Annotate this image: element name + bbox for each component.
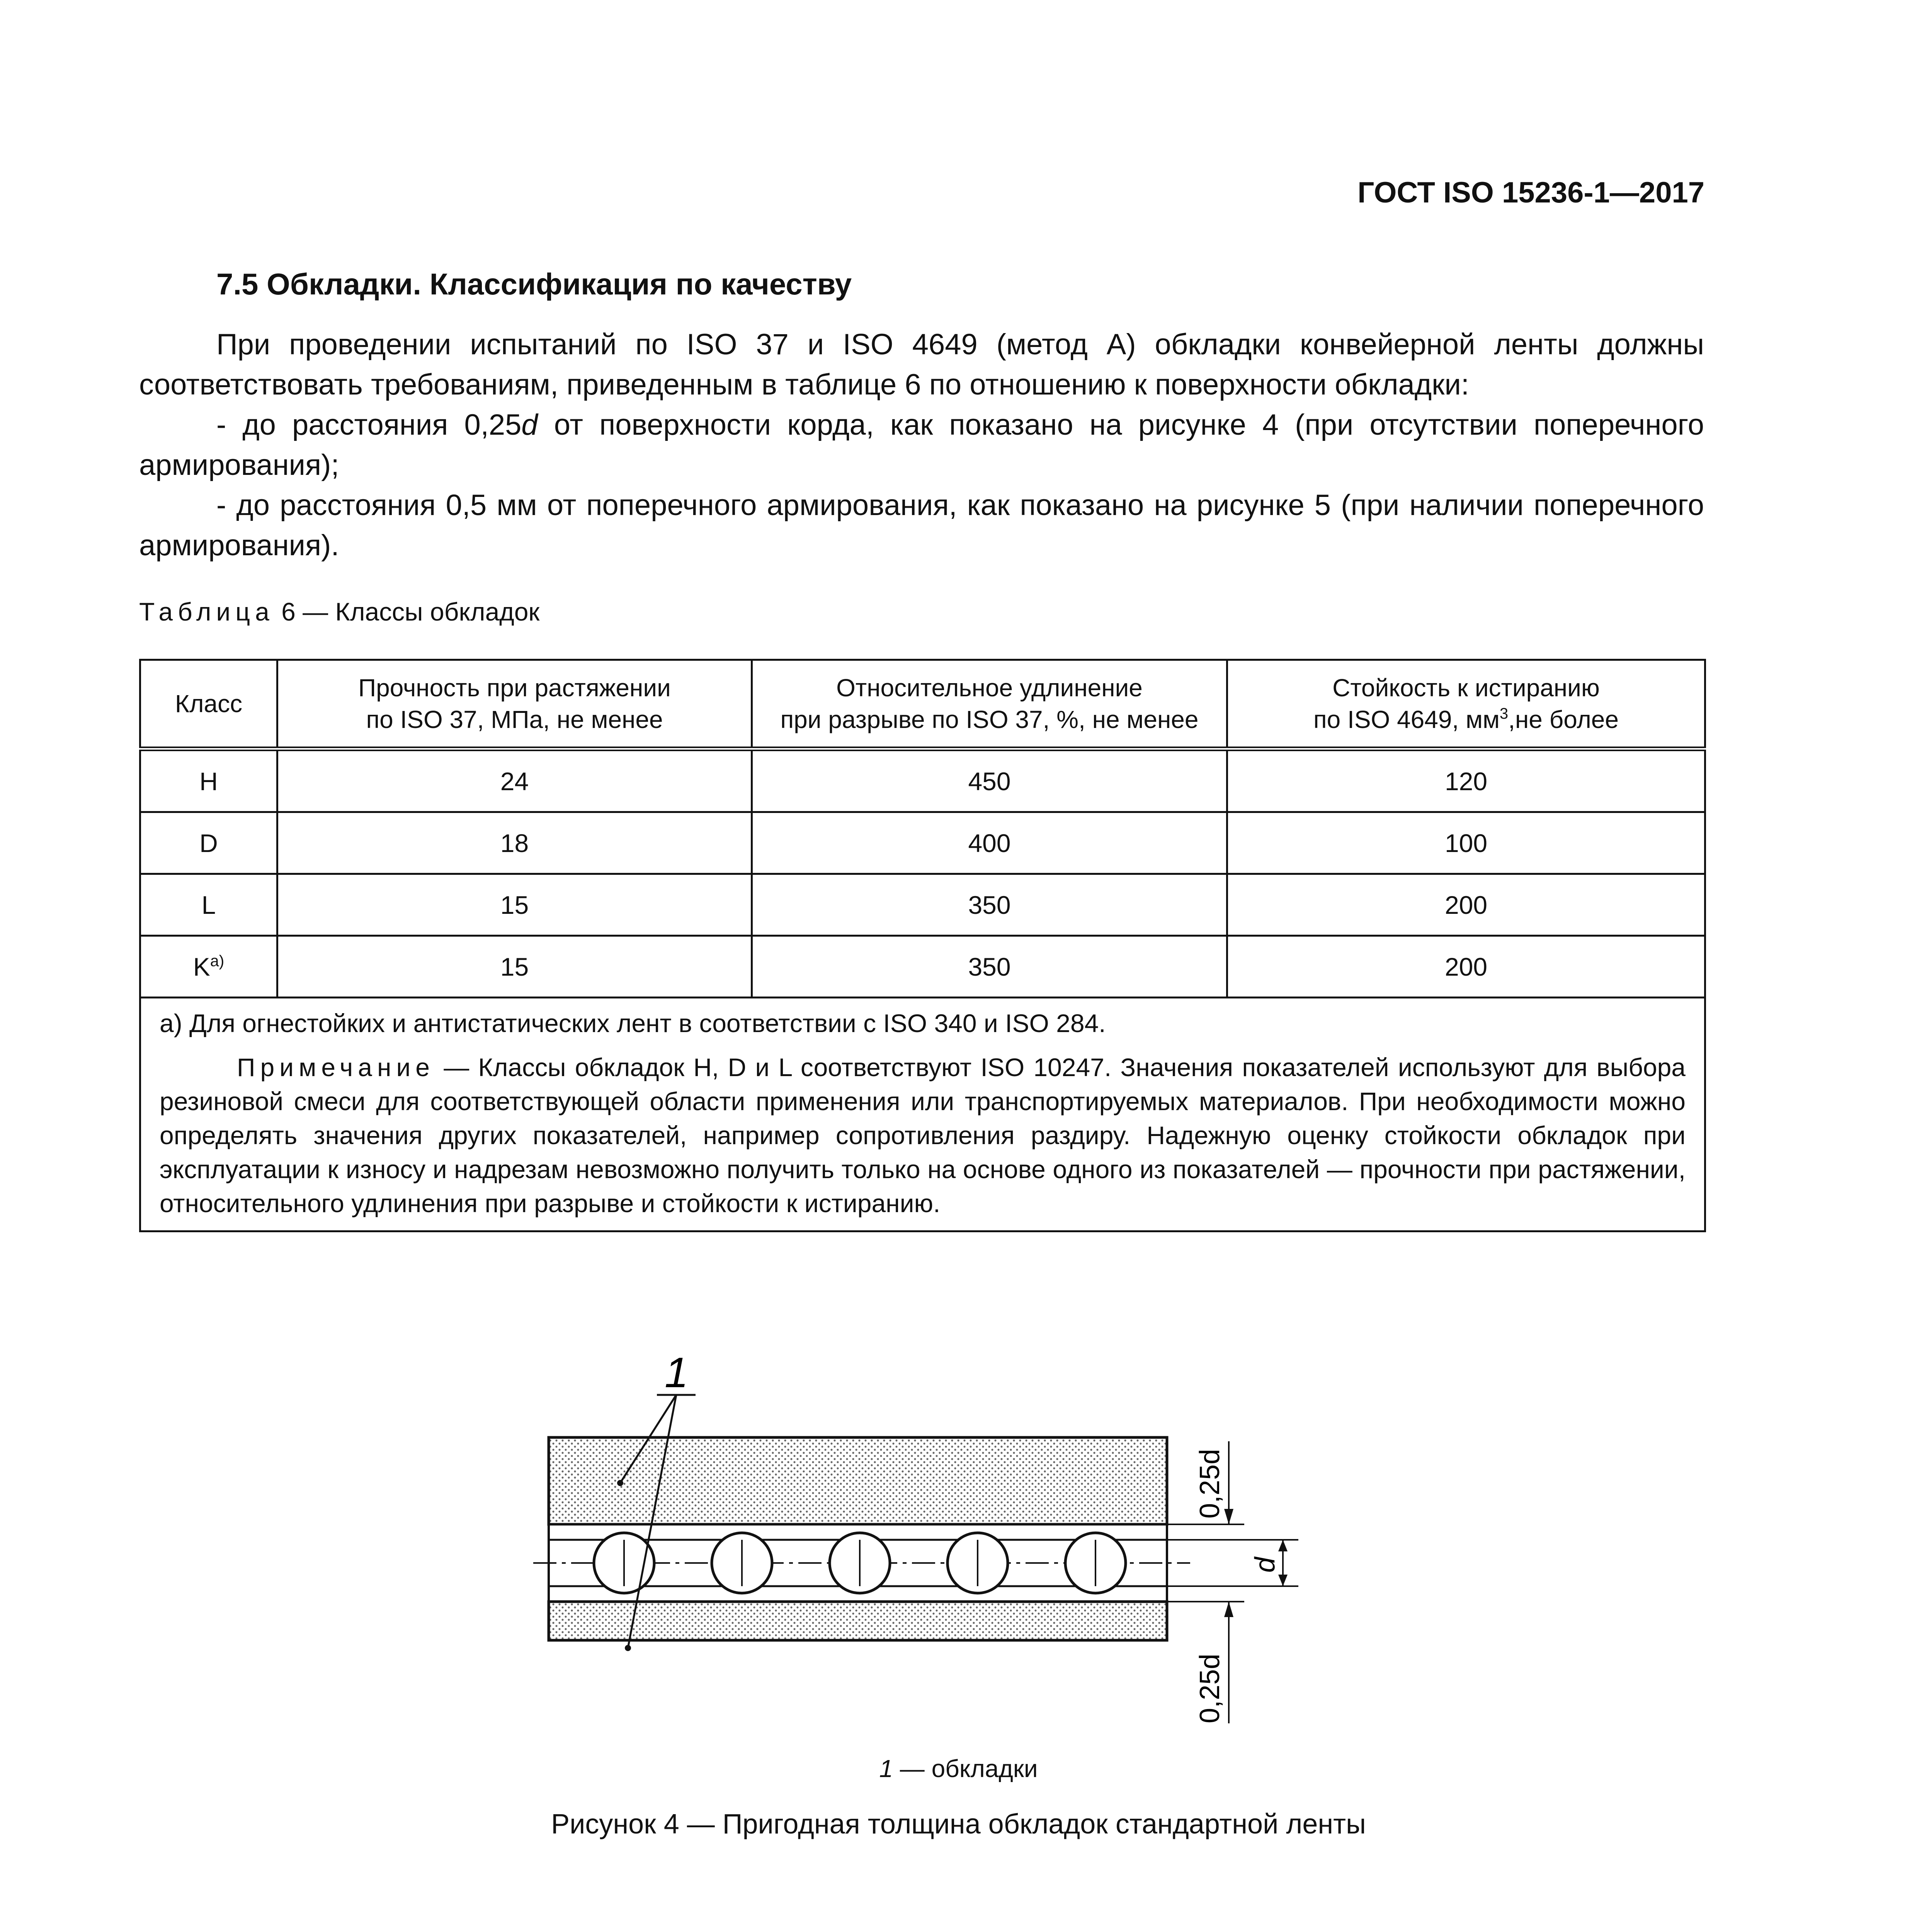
bottom-cover-layer bbox=[549, 1602, 1167, 1640]
dim-mid-label: d bbox=[1250, 1557, 1281, 1573]
cell-text: D bbox=[199, 828, 218, 857]
cell-abrasion: 200 bbox=[1227, 936, 1705, 998]
callout-1: 1 bbox=[665, 1349, 689, 1396]
header-line: при разрыве по ISO 37, %, не менее bbox=[780, 706, 1199, 733]
list-item-text: - до расстояния 0,25 bbox=[216, 408, 522, 441]
section-title: 7.5 Обкладки. Классификация по качеству bbox=[216, 267, 852, 301]
legend-text: — обкладки bbox=[893, 1755, 1038, 1782]
cell-tensile: 24 bbox=[277, 749, 752, 812]
superscript: а) bbox=[210, 951, 225, 969]
cell-elongation: 350 bbox=[752, 936, 1227, 998]
cell-class bbox=[140, 749, 277, 812]
table-notes-row bbox=[140, 998, 1705, 1231]
cell-text: K bbox=[193, 952, 210, 981]
table-row bbox=[140, 874, 1705, 936]
list-item-text: от поверхности корда, как показано на рисунке 4 (при отсутствии поперечного армирования); bbox=[139, 408, 1704, 481]
table-caption bbox=[139, 597, 539, 626]
superscript: 3 bbox=[1500, 705, 1509, 723]
cell-class bbox=[140, 874, 277, 936]
cell-text: L bbox=[201, 890, 216, 919]
legend-number: 1 bbox=[879, 1755, 893, 1782]
table-row bbox=[140, 749, 1705, 812]
intro-paragraph bbox=[139, 325, 1704, 405]
table-footnote: а) Для огнестойких и антистатических лент в соответствии с ISO 340 и ISO 284. bbox=[160, 1009, 1106, 1037]
figure-4-caption: Рисунок 4 — Пригодная толщина обкладок стандартной ленты bbox=[551, 1809, 1366, 1840]
table-notes bbox=[140, 998, 1705, 1231]
figure-5-diagram bbox=[502, 1920, 1430, 1932]
header-abrasion bbox=[1227, 660, 1705, 749]
list-item bbox=[139, 405, 1704, 485]
dimension-lines bbox=[1167, 1441, 1298, 1723]
header-line: Относительное удлинение bbox=[836, 674, 1143, 702]
header-tensile bbox=[277, 660, 752, 749]
cell-class bbox=[140, 936, 277, 998]
cell-abrasion: 100 bbox=[1227, 812, 1705, 874]
note-text: — Классы обкладок H, D и L соответствуют ISO 10247. Значения показателей используют для выбора резиновой смеси для соответствующей области применения или транспортируемых материалов. При необходимости можно определять значения других показателей, например сопротивления раздиру. Надежную оценку стойкости обкладок при эксплуатации к износу и надрезам невозможно получить только на основе одного из показателей — прочности при растяжении, относительного удлинения при разрыве и стойкости к истиранию. bbox=[160, 1053, 1686, 1218]
list-item: - до расстояния 0,5 мм от поперечного армирования, как показано на рисунке 5 (при наличии поперечного армирования). bbox=[139, 489, 1704, 562]
table-header-row bbox=[140, 660, 1705, 749]
figure-4-diagram bbox=[502, 1337, 1430, 1770]
cell-abrasion: 120 bbox=[1227, 749, 1705, 812]
cell-text: H bbox=[199, 767, 218, 796]
dim-top-label: 0,25d bbox=[1194, 1449, 1225, 1519]
cover-classes-table bbox=[139, 659, 1706, 1232]
cell-elongation: 450 bbox=[752, 749, 1227, 812]
table-row bbox=[140, 936, 1705, 998]
header-line: по ISO 37, МПа, не менее bbox=[366, 706, 663, 733]
cell-abrasion: 200 bbox=[1227, 874, 1705, 936]
cell-class bbox=[140, 812, 277, 874]
header-line: ,не более bbox=[1508, 706, 1619, 733]
dim-bottom-label: 0,25d bbox=[1194, 1653, 1225, 1723]
cell-tensile: 15 bbox=[277, 936, 752, 998]
cell-elongation: 350 bbox=[752, 874, 1227, 936]
figure-4-legend bbox=[0, 1754, 1917, 1783]
note-label: Примечание bbox=[237, 1053, 435, 1082]
table-title: 6 — Классы обкладок bbox=[274, 597, 540, 626]
table-label: Таблица bbox=[139, 597, 274, 626]
intro-text: При проведении испытаний по ISO 37 и ISO 4649 (метод А) обкладки конвейерной ленты должны соответствовать требованиям, приведенным в таблице 6 по отношению к поверхности обкладки: bbox=[139, 328, 1704, 401]
cell-tensile: 18 bbox=[277, 812, 752, 874]
header-line: по ISO 4649, мм bbox=[1313, 706, 1500, 733]
cell-tensile: 15 bbox=[277, 874, 752, 936]
header-class: Класс bbox=[140, 660, 277, 749]
header-line: Стойкость к истиранию bbox=[1332, 674, 1600, 702]
table-row bbox=[140, 812, 1705, 874]
requirements-list bbox=[139, 405, 1704, 566]
header-elongation bbox=[752, 660, 1227, 749]
cell-elongation: 400 bbox=[752, 812, 1227, 874]
header-line: Прочность при растяжении bbox=[358, 674, 671, 702]
document-code: ГОСТ ISO 15236-1—2017 bbox=[1357, 176, 1704, 209]
variable-d: d bbox=[521, 408, 538, 441]
table-note bbox=[160, 1050, 1686, 1220]
